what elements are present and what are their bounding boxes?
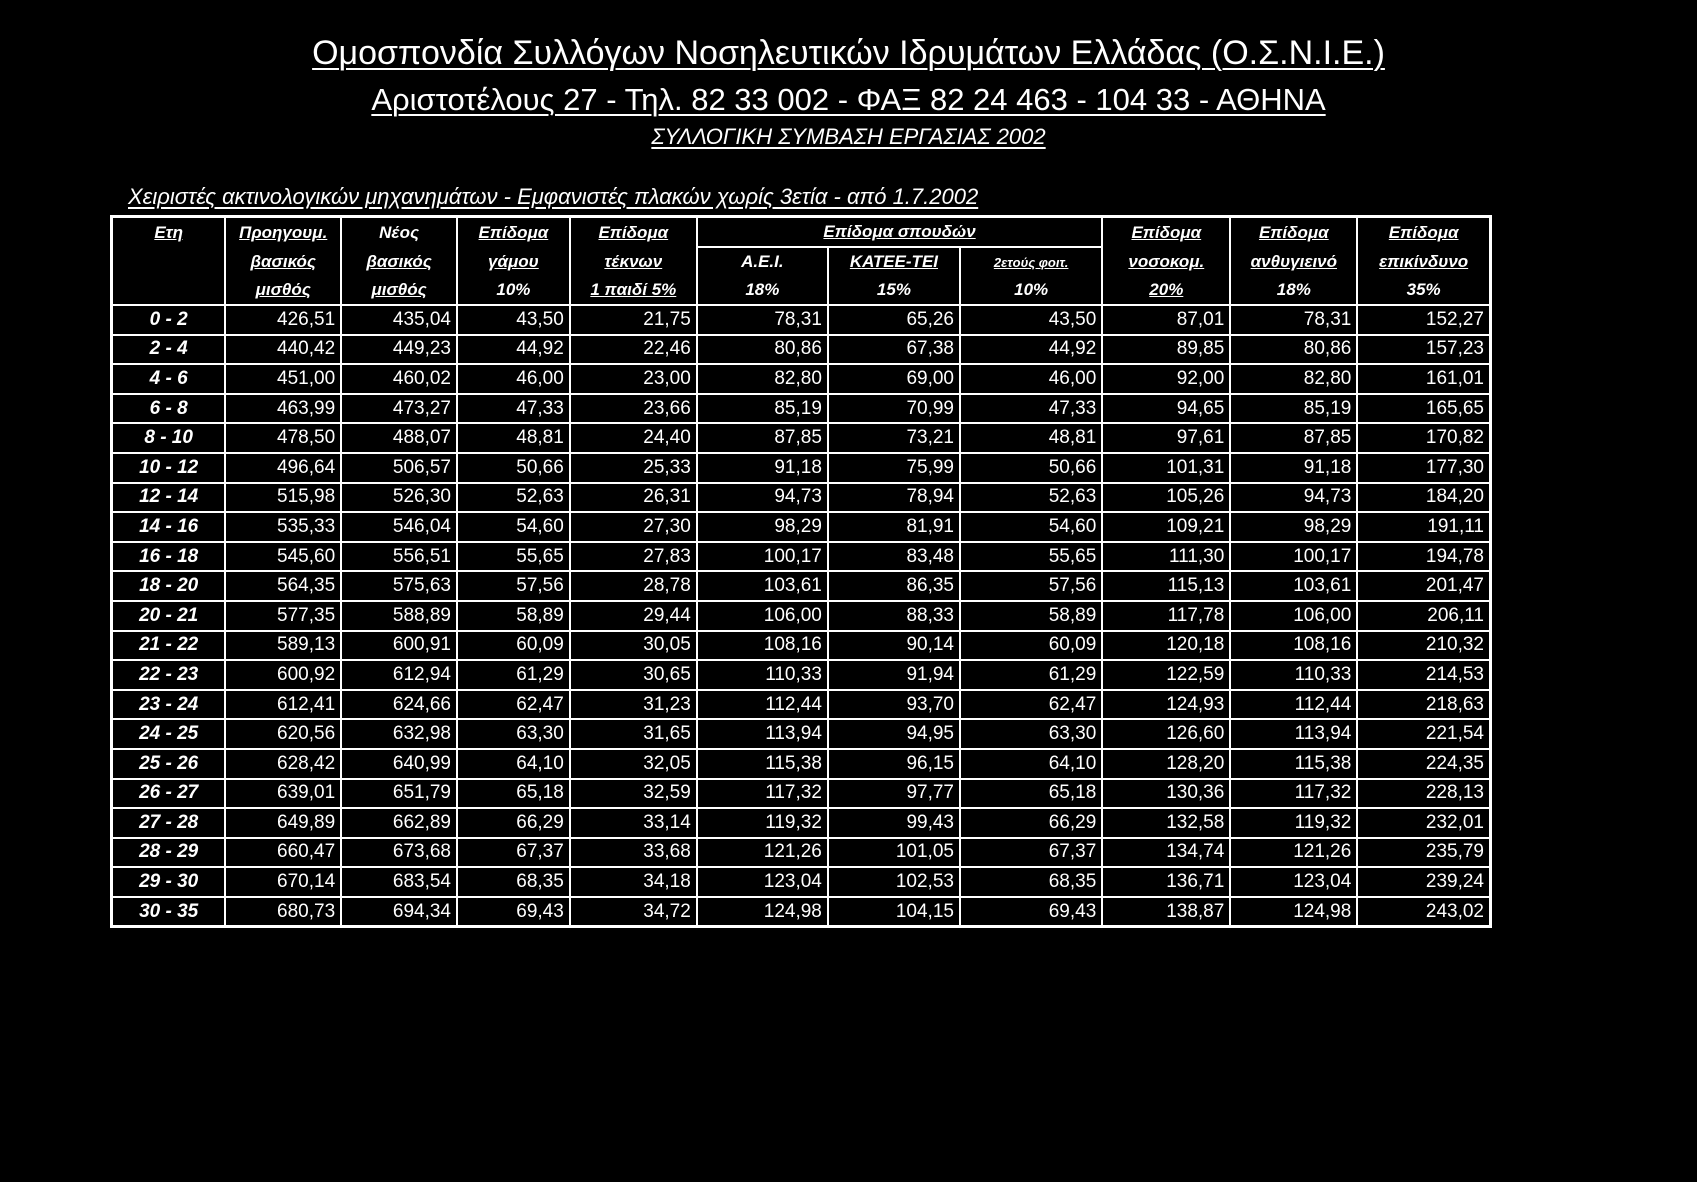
value-cell: 89,85 [1102, 335, 1230, 365]
value-cell: 130,36 [1102, 779, 1230, 809]
value-cell: 47,33 [960, 394, 1102, 424]
value-cell: 46,00 [960, 364, 1102, 394]
value-cell: 87,01 [1102, 305, 1230, 335]
value-cell: 206,11 [1357, 601, 1490, 631]
value-cell: 85,19 [697, 394, 828, 424]
header-marriage-2: γάμου [457, 247, 570, 276]
value-cell: 78,31 [697, 305, 828, 335]
value-cell: 87,85 [1230, 423, 1357, 453]
value-cell: 426,51 [225, 305, 341, 335]
value-cell: 662,89 [341, 808, 457, 838]
value-cell: 22,46 [570, 335, 697, 365]
organization-address: Αριστοτέλους 27 - Τηλ. 82 33 002 - ΦΑΞ 82 24 463 - 104 33 - ΑΘΗΝΑ [371, 82, 1326, 117]
value-cell: 64,10 [457, 749, 570, 779]
value-cell: 63,30 [960, 719, 1102, 749]
organization-title: Ομοσπονδία Συλλόγων Νοσηλευτικών Ιδρυμάτων Ελλάδας (Ο.Σ.Ν.Ι.Ε.) [312, 34, 1385, 72]
value-cell: 170,82 [1357, 423, 1490, 453]
value-cell: 545,60 [225, 542, 341, 572]
value-cell: 124,98 [697, 897, 828, 927]
value-cell: 57,56 [457, 571, 570, 601]
years-cell: 20 - 21 [112, 601, 226, 631]
value-cell: 61,29 [960, 660, 1102, 690]
value-cell: 535,33 [225, 512, 341, 542]
value-cell: 86,35 [828, 571, 960, 601]
years-cell: 6 - 8 [112, 394, 226, 424]
value-cell: 435,04 [341, 305, 457, 335]
value-cell: 134,74 [1102, 838, 1230, 868]
value-cell: 122,59 [1102, 660, 1230, 690]
value-cell: 194,78 [1357, 542, 1490, 572]
value-cell: 48,81 [960, 423, 1102, 453]
value-cell: 60,09 [960, 631, 1102, 661]
value-cell: 121,26 [697, 838, 828, 868]
value-cell: 680,73 [225, 897, 341, 927]
value-cell: 47,33 [457, 394, 570, 424]
value-cell: 556,51 [341, 542, 457, 572]
value-cell: 119,32 [1230, 808, 1357, 838]
value-cell: 70,99 [828, 394, 960, 424]
years-cell: 0 - 2 [112, 305, 226, 335]
value-cell: 65,18 [960, 779, 1102, 809]
value-cell: 66,29 [457, 808, 570, 838]
header-hospital: Επίδομα [1102, 217, 1230, 248]
value-cell: 588,89 [341, 601, 457, 631]
value-cell: 27,83 [570, 542, 697, 572]
value-cell: 54,60 [960, 512, 1102, 542]
table-row [112, 838, 1491, 868]
value-cell: 58,89 [457, 601, 570, 631]
header-new-salary-3: μισθός [341, 276, 457, 305]
value-cell: 68,35 [960, 867, 1102, 897]
value-cell: 577,35 [225, 601, 341, 631]
table-row [112, 423, 1491, 453]
years-cell: 30 - 35 [112, 897, 226, 927]
value-cell: 117,32 [1230, 779, 1357, 809]
header-hospital-3: 20% [1102, 276, 1230, 305]
value-cell: 232,01 [1357, 808, 1490, 838]
value-cell: 639,01 [225, 779, 341, 809]
value-cell: 61,29 [457, 660, 570, 690]
value-cell: 100,17 [697, 542, 828, 572]
value-cell: 68,35 [457, 867, 570, 897]
value-cell: 218,63 [1357, 690, 1490, 720]
header-dietous-2: 10% [960, 276, 1102, 305]
value-cell: 29,44 [570, 601, 697, 631]
value-cell: 43,50 [457, 305, 570, 335]
header-new-salary-2: βασικός [341, 247, 457, 276]
value-cell: 161,01 [1357, 364, 1490, 394]
value-cell: 460,02 [341, 364, 457, 394]
value-cell: 75,99 [828, 453, 960, 483]
value-cell: 28,78 [570, 571, 697, 601]
value-cell: 670,14 [225, 867, 341, 897]
value-cell: 60,09 [457, 631, 570, 661]
value-cell: 201,47 [1357, 571, 1490, 601]
table-row [112, 335, 1491, 365]
value-cell: 624,66 [341, 690, 457, 720]
value-cell: 69,43 [960, 897, 1102, 927]
years-cell: 25 - 26 [112, 749, 226, 779]
years-cell: 27 - 28 [112, 808, 226, 838]
value-cell: 165,65 [1357, 394, 1490, 424]
table-row [112, 719, 1491, 749]
value-cell: 32,05 [570, 749, 697, 779]
header-years-blank [112, 247, 226, 276]
header-children-3: 1 παιδί 5% [570, 276, 697, 305]
value-cell: 34,18 [570, 867, 697, 897]
value-cell: 52,63 [457, 483, 570, 513]
value-cell: 210,32 [1357, 631, 1490, 661]
value-cell: 103,61 [697, 571, 828, 601]
header-hazard: Επίδομα [1357, 217, 1490, 248]
value-cell: 23,00 [570, 364, 697, 394]
value-cell: 46,00 [457, 364, 570, 394]
value-cell: 620,56 [225, 719, 341, 749]
header-prev-salary-2: βασικός [225, 247, 341, 276]
header-katee-2: 15% [828, 276, 960, 305]
value-cell: 63,30 [457, 719, 570, 749]
years-cell: 14 - 16 [112, 512, 226, 542]
value-cell: 640,99 [341, 749, 457, 779]
value-cell: 97,77 [828, 779, 960, 809]
value-cell: 57,56 [960, 571, 1102, 601]
value-cell: 128,20 [1102, 749, 1230, 779]
value-cell: 117,32 [697, 779, 828, 809]
value-cell: 94,95 [828, 719, 960, 749]
value-cell: 67,37 [457, 838, 570, 868]
value-cell: 108,16 [697, 631, 828, 661]
value-cell: 177,30 [1357, 453, 1490, 483]
table-row [112, 660, 1491, 690]
value-cell: 136,71 [1102, 867, 1230, 897]
value-cell: 91,94 [828, 660, 960, 690]
value-cell: 30,05 [570, 631, 697, 661]
value-cell: 81,91 [828, 512, 960, 542]
value-cell: 44,92 [960, 335, 1102, 365]
salary-table [110, 215, 1492, 928]
value-cell: 78,94 [828, 483, 960, 513]
value-cell: 119,32 [697, 808, 828, 838]
value-cell: 478,50 [225, 423, 341, 453]
value-cell: 121,26 [1230, 838, 1357, 868]
value-cell: 82,80 [1230, 364, 1357, 394]
value-cell: 80,86 [697, 335, 828, 365]
value-cell: 612,94 [341, 660, 457, 690]
value-cell: 62,47 [960, 690, 1102, 720]
table-row [112, 542, 1491, 572]
header-hazard-2: επικίνδυνο [1357, 247, 1490, 276]
value-cell: 101,31 [1102, 453, 1230, 483]
table-body [112, 305, 1491, 927]
header-unhealthy: Επίδομα [1230, 217, 1357, 248]
value-cell: 30,65 [570, 660, 697, 690]
value-cell: 546,04 [341, 512, 457, 542]
value-cell: 52,63 [960, 483, 1102, 513]
value-cell: 451,00 [225, 364, 341, 394]
years-cell: 24 - 25 [112, 719, 226, 749]
header-hazard-3: 35% [1357, 276, 1490, 305]
value-cell: 100,17 [1230, 542, 1357, 572]
value-cell: 660,47 [225, 838, 341, 868]
value-cell: 600,92 [225, 660, 341, 690]
value-cell: 90,14 [828, 631, 960, 661]
header-katee: ΚΑΤΕΕ-ΤΕΙ [828, 247, 960, 276]
value-cell: 526,30 [341, 483, 457, 513]
table-row [112, 808, 1491, 838]
value-cell: 80,86 [1230, 335, 1357, 365]
value-cell: 27,30 [570, 512, 697, 542]
value-cell: 65,26 [828, 305, 960, 335]
header-dietous: 2ετούς φοιτ. [960, 247, 1102, 276]
value-cell: 91,18 [1230, 453, 1357, 483]
header-prev-salary-3: μισθός [225, 276, 341, 305]
table-row [112, 483, 1491, 513]
value-cell: 115,38 [1230, 749, 1357, 779]
table-row [112, 305, 1491, 335]
value-cell: 117,78 [1102, 601, 1230, 631]
value-cell: 94,73 [697, 483, 828, 513]
value-cell: 23,66 [570, 394, 697, 424]
value-cell: 126,60 [1102, 719, 1230, 749]
value-cell: 101,05 [828, 838, 960, 868]
years-cell: 28 - 29 [112, 838, 226, 868]
years-cell: 2 - 4 [112, 335, 226, 365]
years-cell: 16 - 18 [112, 542, 226, 572]
table-caption: Χειριστές ακτινολογικών μηχανημάτων - Εμφανιστές πλακών χωρίς 3ετία - από 1.7.2002 [128, 184, 979, 209]
value-cell: 157,23 [1357, 335, 1490, 365]
value-cell: 55,65 [457, 542, 570, 572]
table-row [112, 690, 1491, 720]
value-cell: 96,15 [828, 749, 960, 779]
table-row [112, 601, 1491, 631]
value-cell: 138,87 [1102, 897, 1230, 927]
value-cell: 32,59 [570, 779, 697, 809]
value-cell: 649,89 [225, 808, 341, 838]
value-cell: 124,93 [1102, 690, 1230, 720]
value-cell: 106,00 [1230, 601, 1357, 631]
value-cell: 62,47 [457, 690, 570, 720]
value-cell: 132,58 [1102, 808, 1230, 838]
table-header [112, 217, 1491, 306]
table-row [112, 394, 1491, 424]
header-marriage: Επίδομα [457, 217, 570, 248]
table-row [112, 779, 1491, 809]
value-cell: 694,34 [341, 897, 457, 927]
header-aei-2: 18% [697, 276, 828, 305]
years-cell: 26 - 27 [112, 779, 226, 809]
value-cell: 628,42 [225, 749, 341, 779]
table-row [112, 364, 1491, 394]
value-cell: 109,21 [1102, 512, 1230, 542]
table-row [112, 867, 1491, 897]
value-cell: 65,18 [457, 779, 570, 809]
value-cell: 69,43 [457, 897, 570, 927]
value-cell: 26,31 [570, 483, 697, 513]
years-cell: 10 - 12 [112, 453, 226, 483]
value-cell: 54,60 [457, 512, 570, 542]
value-cell: 110,33 [697, 660, 828, 690]
table-row [112, 897, 1491, 927]
value-cell: 243,02 [1357, 897, 1490, 927]
value-cell: 612,41 [225, 690, 341, 720]
header-children-2: τέκνων [570, 247, 697, 276]
header-years: Ετη [112, 217, 226, 248]
value-cell: 600,91 [341, 631, 457, 661]
header-new-salary: Νέος [341, 217, 457, 248]
value-cell: 93,70 [828, 690, 960, 720]
value-cell: 25,33 [570, 453, 697, 483]
value-cell: 108,16 [1230, 631, 1357, 661]
header-unhealthy-2: ανθυγιεινό [1230, 247, 1357, 276]
value-cell: 87,85 [697, 423, 828, 453]
value-cell: 78,31 [1230, 305, 1357, 335]
years-cell: 18 - 20 [112, 571, 226, 601]
header-studies: Επίδομα σπουδών [697, 217, 1102, 248]
value-cell: 73,21 [828, 423, 960, 453]
value-cell: 683,54 [341, 867, 457, 897]
value-cell: 115,13 [1102, 571, 1230, 601]
value-cell: 102,53 [828, 867, 960, 897]
header-aei: Α.Ε.Ι. [697, 247, 828, 276]
years-cell: 21 - 22 [112, 631, 226, 661]
value-cell: 98,29 [1230, 512, 1357, 542]
table-row [112, 631, 1491, 661]
value-cell: 224,35 [1357, 749, 1490, 779]
header-years-blank-2 [112, 276, 226, 305]
value-cell: 239,24 [1357, 867, 1490, 897]
table-row [112, 749, 1491, 779]
years-cell: 8 - 10 [112, 423, 226, 453]
table-row [112, 512, 1491, 542]
value-cell: 103,61 [1230, 571, 1357, 601]
value-cell: 110,33 [1230, 660, 1357, 690]
years-cell: 12 - 14 [112, 483, 226, 513]
table-row [112, 571, 1491, 601]
value-cell: 50,66 [457, 453, 570, 483]
value-cell: 64,10 [960, 749, 1102, 779]
value-cell: 506,57 [341, 453, 457, 483]
value-cell: 235,79 [1357, 838, 1490, 868]
years-cell: 23 - 24 [112, 690, 226, 720]
contract-title: ΣΥΛΛΟΓΙΚΗ ΣΥΜΒΑΣΗ ΕΡΓΑΣΙΑΣ 2002 [651, 124, 1046, 149]
value-cell: 82,80 [697, 364, 828, 394]
value-cell: 184,20 [1357, 483, 1490, 513]
value-cell: 113,94 [1230, 719, 1357, 749]
header-prev-salary: Προηγουμ. [225, 217, 341, 248]
value-cell: 112,44 [1230, 690, 1357, 720]
value-cell: 115,38 [697, 749, 828, 779]
value-cell: 124,98 [1230, 897, 1357, 927]
value-cell: 83,48 [828, 542, 960, 572]
value-cell: 589,13 [225, 631, 341, 661]
value-cell: 31,65 [570, 719, 697, 749]
value-cell: 91,18 [697, 453, 828, 483]
value-cell: 106,00 [697, 601, 828, 631]
value-cell: 651,79 [341, 779, 457, 809]
value-cell: 214,53 [1357, 660, 1490, 690]
header-marriage-3: 10% [457, 276, 570, 305]
header-children: Επίδομα [570, 217, 697, 248]
years-cell: 29 - 30 [112, 867, 226, 897]
header-hospital-2: νοσοκομ. [1102, 247, 1230, 276]
value-cell: 515,98 [225, 483, 341, 513]
value-cell: 31,23 [570, 690, 697, 720]
years-cell: 22 - 23 [112, 660, 226, 690]
value-cell: 44,92 [457, 335, 570, 365]
value-cell: 120,18 [1102, 631, 1230, 661]
value-cell: 97,61 [1102, 423, 1230, 453]
value-cell: 488,07 [341, 423, 457, 453]
value-cell: 228,13 [1357, 779, 1490, 809]
value-cell: 99,43 [828, 808, 960, 838]
value-cell: 24,40 [570, 423, 697, 453]
value-cell: 221,54 [1357, 719, 1490, 749]
value-cell: 564,35 [225, 571, 341, 601]
value-cell: 673,68 [341, 838, 457, 868]
value-cell: 440,42 [225, 335, 341, 365]
value-cell: 33,68 [570, 838, 697, 868]
value-cell: 92,00 [1102, 364, 1230, 394]
value-cell: 48,81 [457, 423, 570, 453]
value-cell: 123,04 [697, 867, 828, 897]
value-cell: 34,72 [570, 897, 697, 927]
value-cell: 463,99 [225, 394, 341, 424]
table-row [112, 453, 1491, 483]
value-cell: 21,75 [570, 305, 697, 335]
value-cell: 85,19 [1230, 394, 1357, 424]
value-cell: 112,44 [697, 690, 828, 720]
value-cell: 69,00 [828, 364, 960, 394]
value-cell: 496,64 [225, 453, 341, 483]
value-cell: 111,30 [1102, 542, 1230, 572]
value-cell: 94,73 [1230, 483, 1357, 513]
value-cell: 88,33 [828, 601, 960, 631]
value-cell: 66,29 [960, 808, 1102, 838]
value-cell: 123,04 [1230, 867, 1357, 897]
header-unhealthy-3: 18% [1230, 276, 1357, 305]
value-cell: 191,11 [1357, 512, 1490, 542]
value-cell: 67,38 [828, 335, 960, 365]
value-cell: 58,89 [960, 601, 1102, 631]
value-cell: 98,29 [697, 512, 828, 542]
value-cell: 104,15 [828, 897, 960, 927]
value-cell: 152,27 [1357, 305, 1490, 335]
value-cell: 94,65 [1102, 394, 1230, 424]
value-cell: 55,65 [960, 542, 1102, 572]
value-cell: 575,63 [341, 571, 457, 601]
value-cell: 50,66 [960, 453, 1102, 483]
value-cell: 473,27 [341, 394, 457, 424]
value-cell: 33,14 [570, 808, 697, 838]
years-cell: 4 - 6 [112, 364, 226, 394]
value-cell: 43,50 [960, 305, 1102, 335]
value-cell: 632,98 [341, 719, 457, 749]
value-cell: 113,94 [697, 719, 828, 749]
value-cell: 105,26 [1102, 483, 1230, 513]
value-cell: 449,23 [341, 335, 457, 365]
value-cell: 67,37 [960, 838, 1102, 868]
